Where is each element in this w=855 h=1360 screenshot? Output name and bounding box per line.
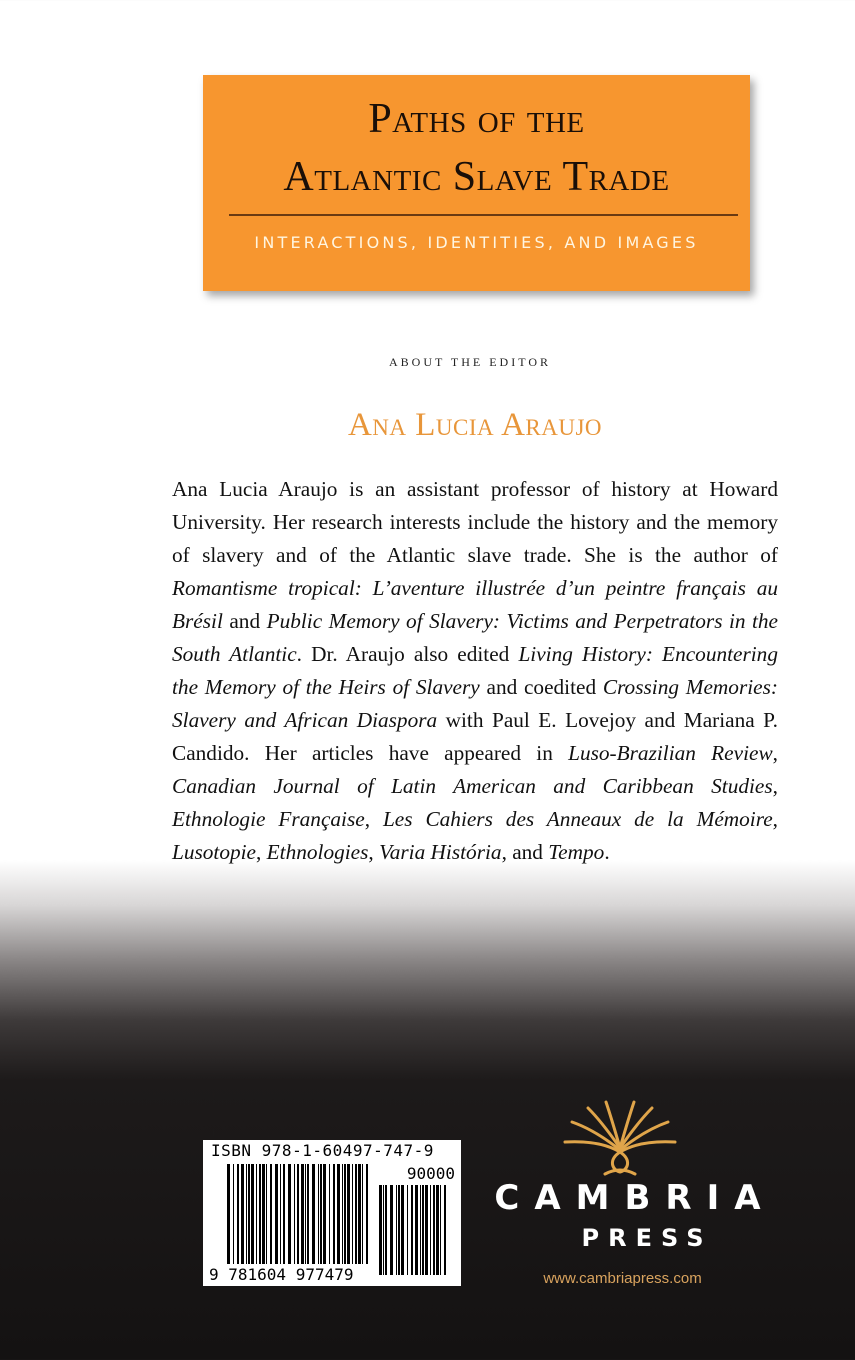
barcode-bar [270,1164,272,1264]
bio-title-italic: Varia História [379,840,502,864]
barcode-bar [307,1164,309,1264]
bio-text: and coedited [479,675,603,699]
bio-text: . Dr. Araujo also edited [296,642,519,666]
bio-title-italic: Romantisme tropical: L’aventure illustrée d’un peintre français au Brésil [172,576,778,633]
barcode-bar [390,1185,393,1275]
bio-text: . [604,840,610,864]
series-title-line-2: Atlantic Slave Trade [283,154,670,200]
bio-title-italic: Luso-Brazilian Review [568,741,773,765]
barcode-bar [366,1164,368,1264]
price-code: 90000 [406,1164,455,1183]
barcode-bar [383,1185,384,1275]
isbn-barcode [203,1140,461,1286]
barcode-bar [362,1164,363,1264]
barcode-bar [305,1164,306,1264]
barcode-bar [266,1164,267,1264]
barcode-bar [241,1164,244,1264]
barcode-bar [256,1164,257,1264]
about-heading: ABOUT THE EDITOR [389,355,551,369]
barcode-bar [275,1164,278,1264]
bio-title-italic: Lusotopie [172,840,257,864]
bio-text: , [364,807,383,831]
barcode-bar [262,1164,265,1264]
publisher-sub: PRESS [581,1224,713,1252]
barcode-bar [352,1164,353,1264]
bio-text: , [256,840,267,864]
barcode-bar [401,1185,404,1275]
barcode-bar [398,1185,400,1275]
barcode-bars [227,1164,369,1264]
bio-title-italic: Tempo [548,840,605,864]
bio-text: , [368,840,380,864]
barcode-bar [436,1185,439,1275]
barcode-bar [379,1185,382,1275]
barcode-bar [433,1185,435,1275]
barcode-bar [347,1164,350,1264]
barcode-bar [251,1164,254,1264]
publisher-url[interactable]: www.cambriapress.com [543,1270,702,1287]
barcode-bar [444,1185,446,1275]
bio-title-italic: Ethnologies [266,840,369,864]
bio-text: , and [501,840,549,864]
barcode-bar [342,1164,343,1264]
bio-text: Ana Lucia Araujo is an assistant professor of history at Howard University. Her research interests include the history and the memory of slavery and of the Atlantic slave trade. She is the author of [172,477,778,567]
bio-text: , [772,774,778,798]
publisher-name: CAMBRIA [494,1178,776,1218]
barcode-bar [355,1164,357,1264]
barcode-bar [297,1164,299,1264]
barcode-bar [259,1164,261,1264]
barcode-bar [411,1185,413,1275]
title-divider [229,214,738,216]
series-title-box [203,75,750,291]
barcode-bar [420,1185,421,1275]
bio-title-italic: Ethnologie Française [172,807,365,831]
barcode-bar [294,1164,295,1264]
barcode-bar [396,1185,397,1275]
series-subtitle: INTERACTIONS, IDENTITIES, AND IMAGES [254,233,699,252]
bio-text: and [222,609,267,633]
barcode-bar [329,1164,330,1264]
bio-title-italic: Public Memory of Slavery: Victims and Perpetrators in the South Atlantic [172,609,779,666]
bio-title-italic: Living History: Encountering the Memory of the Heirs of Slavery [172,642,778,699]
isbn-text: ISBN 978-1-60497-747-9 [211,1141,434,1160]
fan-leaf-logo-icon [560,1100,680,1180]
bio-text: , [772,741,778,765]
bio-title-italic: Canadian Journal of Latin American and Caribbean Studies [172,774,773,798]
barcode-bar [227,1164,230,1264]
barcode-bar [237,1164,239,1264]
bio-text: , [772,807,778,831]
barcode-bar [425,1185,428,1275]
editor-name: Ana Lucia Araujo [347,407,603,443]
barcode-bar [283,1164,285,1264]
barcode-bar [430,1185,431,1275]
barcode-bar [280,1164,281,1264]
barcode-bar [246,1164,247,1264]
barcode-bar [320,1164,322,1264]
bio-title-italic: Crossing Memories: Slavery and African Diaspora [172,675,778,732]
bio-text: with Paul E. Lovejoy and Mariana P. Candido. Her articles have appeared in [172,708,778,765]
addon-barcode-bars [379,1185,447,1275]
barcode-digits: 9 781604 977479 [209,1265,354,1284]
barcode-bar [415,1185,418,1275]
barcode-bar [407,1185,408,1275]
barcode-bar [318,1164,319,1264]
barcode-bar [344,1164,346,1264]
barcode-bar [323,1164,326,1264]
barcode-bar [358,1164,361,1264]
bio-title-italic: Les Cahiers des Anneaux de la Mémoire [382,807,773,831]
barcode-bar [301,1164,304,1264]
barcode-bar [440,1185,441,1275]
barcode-bar [248,1164,250,1264]
barcode-bar [337,1164,340,1264]
barcode-bar [233,1164,234,1264]
series-title-line-1: Paths of the [368,96,585,142]
barcode-bar [312,1164,315,1264]
barcode-bar [422,1185,424,1275]
barcode-bar [333,1164,335,1264]
editor-bio [172,473,778,869]
barcode-bar [385,1185,387,1275]
barcode-bar [288,1164,291,1264]
